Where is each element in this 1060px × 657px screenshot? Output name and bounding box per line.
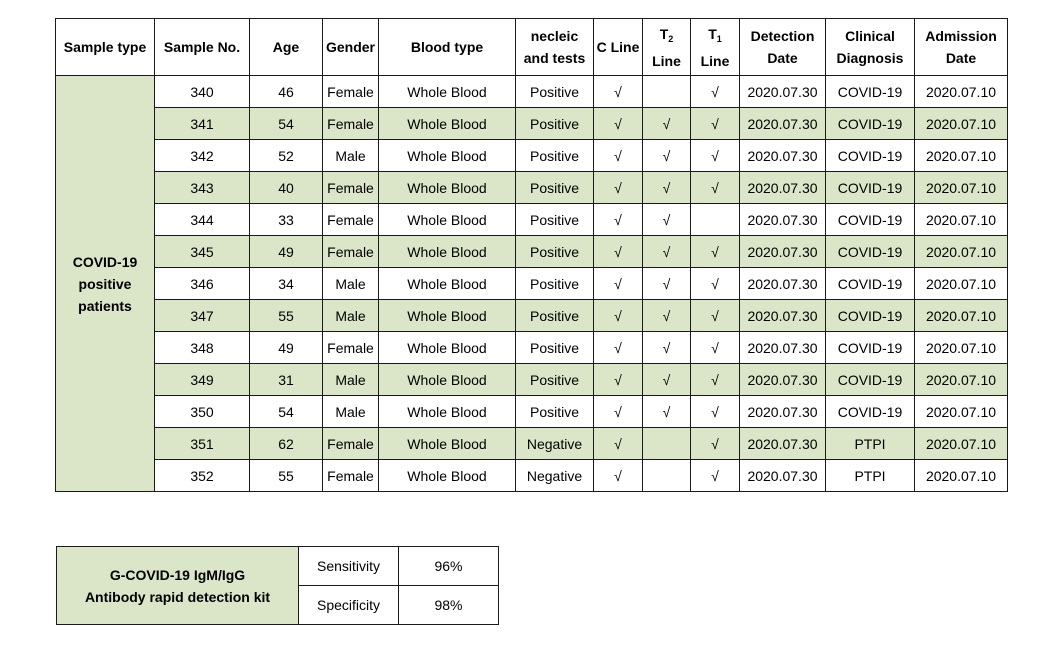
- c-line-cell: √: [594, 460, 643, 492]
- admission-date-cell: 2020.07.10: [915, 76, 1008, 108]
- detection-date-cell: 2020.07.30: [740, 396, 826, 428]
- gender-cell: Female: [323, 460, 379, 492]
- nucleic-test-cell: Positive: [516, 364, 594, 396]
- t1-line-cell: √: [691, 76, 740, 108]
- sample-no-cell: 351: [155, 428, 250, 460]
- sample-no-cell: 352: [155, 460, 250, 492]
- t1-line-cell: √: [691, 268, 740, 300]
- c-line-cell: √: [594, 236, 643, 268]
- blood-type-cell: Whole Blood: [379, 236, 516, 268]
- sensitivity-label: Sensitivity: [299, 547, 399, 586]
- clinical-diagnosis-cell: COVID-19: [826, 108, 915, 140]
- table-row: [56, 76, 1008, 108]
- table-row: [56, 364, 1008, 396]
- detection-date-cell: 2020.07.30: [740, 332, 826, 364]
- header-gender: Gender: [323, 19, 379, 76]
- admission-date-cell: 2020.07.10: [915, 428, 1008, 460]
- sample-no-cell: 346: [155, 268, 250, 300]
- gender-cell: Female: [323, 204, 379, 236]
- blood-type-cell: Whole Blood: [379, 204, 516, 236]
- detection-date-cell: 2020.07.30: [740, 364, 826, 396]
- header-detection-date: [740, 19, 826, 76]
- header-row: [56, 19, 1008, 76]
- clinical-diagnosis-cell: COVID-19: [826, 76, 915, 108]
- sample-no-cell: 350: [155, 396, 250, 428]
- c-line-cell: √: [594, 76, 643, 108]
- table-body: [56, 76, 1008, 492]
- sample-no-cell: 343: [155, 172, 250, 204]
- t1-line-cell: √: [691, 236, 740, 268]
- t1-line-cell: √: [691, 460, 740, 492]
- table-row: [56, 204, 1008, 236]
- t2-line-cell: [643, 428, 691, 460]
- admission-date-cell: 2020.07.10: [915, 396, 1008, 428]
- t2-line-cell: √: [643, 236, 691, 268]
- admission-date-cell: 2020.07.10: [915, 140, 1008, 172]
- nucleic-test-cell: Positive: [516, 268, 594, 300]
- nucleic-test-cell: Positive: [516, 332, 594, 364]
- age-cell: 33: [250, 204, 323, 236]
- gender-cell: Female: [323, 108, 379, 140]
- age-cell: 49: [250, 332, 323, 364]
- blood-type-cell: Whole Blood: [379, 108, 516, 140]
- nucleic-test-cell: Positive: [516, 108, 594, 140]
- header-admission-line2: Date: [945, 50, 977, 66]
- nucleic-test-cell: Positive: [516, 172, 594, 204]
- age-cell: 31: [250, 364, 323, 396]
- header-t1-line2: Line: [700, 52, 730, 69]
- clinical-diagnosis-cell: PTPI: [826, 428, 915, 460]
- blood-type-cell: Whole Blood: [379, 140, 516, 172]
- age-cell: 62: [250, 428, 323, 460]
- admission-date-cell: 2020.07.10: [915, 332, 1008, 364]
- admission-date-cell: 2020.07.10: [915, 364, 1008, 396]
- blood-type-cell: Whole Blood: [379, 332, 516, 364]
- header-nucleic-line2: and tests: [523, 50, 586, 66]
- c-line-cell: √: [594, 428, 643, 460]
- gender-cell: Male: [323, 140, 379, 172]
- nucleic-test-cell: Negative: [516, 428, 594, 460]
- clinical-diagnosis-cell: COVID-19: [826, 172, 915, 204]
- header-t1-sub: 1: [716, 33, 722, 44]
- age-cell: 40: [250, 172, 323, 204]
- kit-name-line1: G-COVID-19 IgM/IgG: [109, 566, 246, 583]
- detection-date-cell: 2020.07.30: [740, 140, 826, 172]
- header-clinical-diagnosis: [826, 19, 915, 76]
- c-line-cell: √: [594, 268, 643, 300]
- header-nucleic-line1: necleic: [530, 28, 579, 44]
- c-line-cell: √: [594, 204, 643, 236]
- nucleic-test-cell: Positive: [516, 204, 594, 236]
- sample-no-cell: 345: [155, 236, 250, 268]
- sample-no-cell: 348: [155, 332, 250, 364]
- gender-cell: Female: [323, 428, 379, 460]
- table-row: [56, 140, 1008, 172]
- header-detection-line2: Date: [767, 50, 798, 66]
- t2-line-cell: √: [643, 332, 691, 364]
- gender-cell: Male: [323, 396, 379, 428]
- sample-type-cell: [56, 76, 155, 492]
- admission-date-cell: 2020.07.10: [915, 172, 1008, 204]
- nucleic-test-cell: Positive: [516, 236, 594, 268]
- clinical-diagnosis-cell: COVID-19: [826, 268, 915, 300]
- t2-line-cell: √: [643, 204, 691, 236]
- nucleic-test-cell: Positive: [516, 300, 594, 332]
- clinical-diagnosis-cell: PTPI: [826, 460, 915, 492]
- detection-date-cell: 2020.07.30: [740, 172, 826, 204]
- t1-line-cell: √: [691, 172, 740, 204]
- sample-no-cell: 342: [155, 140, 250, 172]
- age-cell: 55: [250, 460, 323, 492]
- table-row: [56, 268, 1008, 300]
- gender-cell: Female: [323, 172, 379, 204]
- sample-no-cell: 340: [155, 76, 250, 108]
- sample-type-line2: positive: [78, 275, 132, 292]
- header-age: Age: [250, 19, 323, 76]
- admission-date-cell: 2020.07.10: [915, 268, 1008, 300]
- table-row: [56, 460, 1008, 492]
- kit-summary-table: [56, 546, 499, 625]
- c-line-cell: √: [594, 332, 643, 364]
- admission-date-cell: 2020.07.10: [915, 300, 1008, 332]
- header-blood-type: Blood type: [379, 19, 516, 76]
- header-sample-no: Sample No.: [155, 19, 250, 76]
- sample-no-cell: 349: [155, 364, 250, 396]
- header-admission-line1: Admission: [925, 28, 997, 44]
- clinical-diagnosis-cell: COVID-19: [826, 396, 915, 428]
- c-line-cell: √: [594, 364, 643, 396]
- c-line-cell: √: [594, 172, 643, 204]
- c-line-cell: √: [594, 300, 643, 332]
- table-row: [56, 172, 1008, 204]
- blood-type-cell: Whole Blood: [379, 460, 516, 492]
- detection-date-cell: 2020.07.30: [740, 108, 826, 140]
- t2-line-cell: √: [643, 396, 691, 428]
- clinical-diagnosis-cell: COVID-19: [826, 364, 915, 396]
- table-row: [56, 332, 1008, 364]
- t2-line-cell: √: [643, 172, 691, 204]
- admission-date-cell: 2020.07.10: [915, 236, 1008, 268]
- table-row: [56, 300, 1008, 332]
- header-clinical-line1: Clinical: [845, 28, 895, 44]
- t1-line-cell: √: [691, 396, 740, 428]
- gender-cell: Male: [323, 300, 379, 332]
- nucleic-test-cell: Positive: [516, 396, 594, 428]
- clinical-diagnosis-cell: COVID-19: [826, 204, 915, 236]
- header-t2-line: [643, 19, 691, 76]
- header-clinical-line2: Diagnosis: [836, 50, 904, 66]
- blood-type-cell: Whole Blood: [379, 396, 516, 428]
- header-t1-main: T: [708, 25, 717, 42]
- detection-date-cell: 2020.07.30: [740, 236, 826, 268]
- t1-line-cell: √: [691, 300, 740, 332]
- t1-line-cell: √: [691, 332, 740, 364]
- sensitivity-value: 96%: [399, 547, 499, 586]
- age-cell: 52: [250, 140, 323, 172]
- age-cell: 46: [250, 76, 323, 108]
- table-row: [56, 236, 1008, 268]
- table-row: [56, 396, 1008, 428]
- age-cell: 54: [250, 108, 323, 140]
- specificity-value: 98%: [399, 586, 499, 625]
- detection-date-cell: 2020.07.30: [740, 460, 826, 492]
- detection-date-cell: 2020.07.30: [740, 76, 826, 108]
- header-t2-main: T: [659, 25, 669, 42]
- admission-date-cell: 2020.07.10: [915, 460, 1008, 492]
- t2-line-cell: [643, 460, 691, 492]
- blood-type-cell: Whole Blood: [379, 364, 516, 396]
- t2-line-cell: √: [643, 268, 691, 300]
- results-table: [55, 18, 1008, 492]
- age-cell: 34: [250, 268, 323, 300]
- age-cell: 54: [250, 396, 323, 428]
- sample-no-cell: 347: [155, 300, 250, 332]
- kit-name-cell: [57, 547, 299, 625]
- c-line-cell: √: [594, 108, 643, 140]
- sample-no-cell: 344: [155, 204, 250, 236]
- gender-cell: Female: [323, 332, 379, 364]
- table-row: [56, 428, 1008, 460]
- gender-cell: Female: [323, 76, 379, 108]
- header-t1-line: [691, 19, 740, 76]
- header-admission-date: [915, 19, 1008, 76]
- t1-line-cell: √: [691, 428, 740, 460]
- specificity-label: Specificity: [299, 586, 399, 625]
- admission-date-cell: 2020.07.10: [915, 204, 1008, 236]
- t1-line-cell: √: [691, 140, 740, 172]
- header-detection-line1: Detection: [750, 28, 815, 44]
- nucleic-test-cell: Positive: [516, 140, 594, 172]
- kit-name-line2: Antibody rapid detection kit: [84, 588, 271, 605]
- age-cell: 55: [250, 300, 323, 332]
- header-nucleic-tests: [516, 19, 594, 76]
- t2-line-cell: √: [643, 108, 691, 140]
- sample-type-line3: patients: [78, 297, 132, 314]
- blood-type-cell: Whole Blood: [379, 268, 516, 300]
- header-c-line: C Line: [594, 19, 643, 76]
- nucleic-test-cell: Negative: [516, 460, 594, 492]
- t2-line-cell: √: [643, 300, 691, 332]
- blood-type-cell: Whole Blood: [379, 76, 516, 108]
- clinical-diagnosis-cell: COVID-19: [826, 332, 915, 364]
- detection-date-cell: 2020.07.30: [740, 300, 826, 332]
- detection-date-cell: 2020.07.30: [740, 268, 826, 300]
- clinical-diagnosis-cell: COVID-19: [826, 300, 915, 332]
- blood-type-cell: Whole Blood: [379, 172, 516, 204]
- detection-date-cell: 2020.07.30: [740, 428, 826, 460]
- t2-line-cell: √: [643, 140, 691, 172]
- header-t2-sub: 2: [668, 33, 674, 44]
- clinical-diagnosis-cell: COVID-19: [826, 140, 915, 172]
- sample-type-line1: COVID-19: [72, 253, 138, 270]
- age-cell: 49: [250, 236, 323, 268]
- t2-line-cell: √: [643, 364, 691, 396]
- gender-cell: Male: [323, 268, 379, 300]
- table-row: [56, 108, 1008, 140]
- sample-no-cell: 341: [155, 108, 250, 140]
- t1-line-cell: √: [691, 364, 740, 396]
- header-t2-line2: Line: [652, 52, 681, 69]
- blood-type-cell: Whole Blood: [379, 428, 516, 460]
- t2-line-cell: [643, 76, 691, 108]
- c-line-cell: √: [594, 140, 643, 172]
- nucleic-test-cell: Positive: [516, 76, 594, 108]
- admission-date-cell: 2020.07.10: [915, 108, 1008, 140]
- detection-date-cell: 2020.07.30: [740, 204, 826, 236]
- sensitivity-row: [57, 547, 499, 586]
- t1-line-cell: √: [691, 108, 740, 140]
- gender-cell: Female: [323, 236, 379, 268]
- t1-line-cell: [691, 204, 740, 236]
- header-sample-type: Sample type: [56, 19, 155, 76]
- c-line-cell: √: [594, 396, 643, 428]
- blood-type-cell: Whole Blood: [379, 300, 516, 332]
- clinical-diagnosis-cell: COVID-19: [826, 236, 915, 268]
- gender-cell: Male: [323, 364, 379, 396]
